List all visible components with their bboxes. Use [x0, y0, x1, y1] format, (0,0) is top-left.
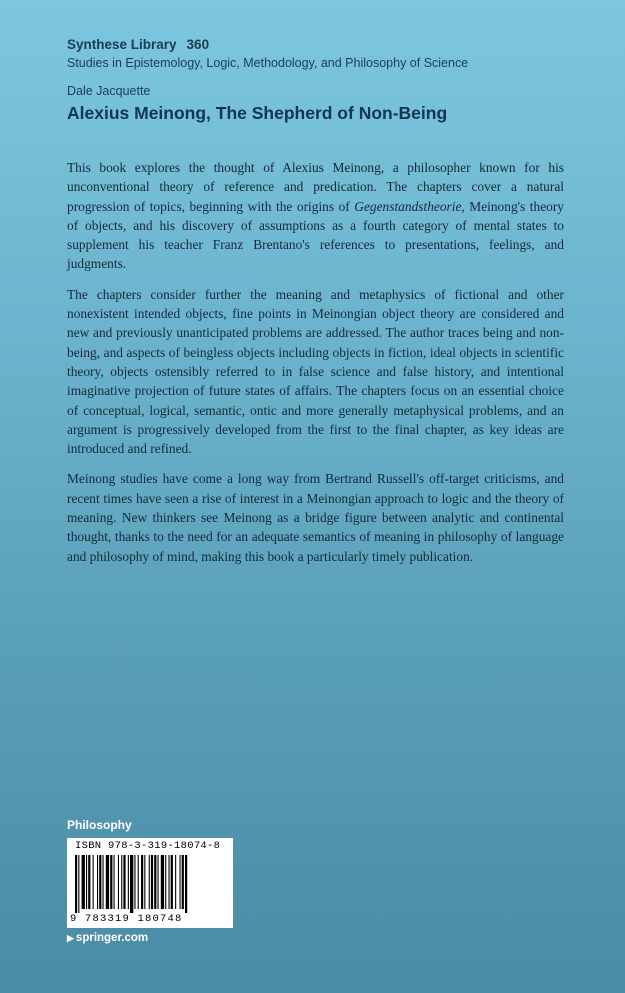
barcode-bars	[75, 855, 225, 913]
barcode-bar	[88, 855, 90, 909]
series-name-line	[67, 36, 468, 54]
barcode-bar	[171, 855, 173, 909]
barcode-bar	[138, 855, 139, 909]
isbn-label: ISBN 978-3-319-18074-8	[75, 840, 221, 852]
barcode-bar	[106, 855, 109, 909]
barcode-bar	[165, 855, 166, 909]
barcode-bar	[123, 855, 125, 909]
barcode-bar	[78, 855, 79, 913]
barcode-bar	[110, 855, 112, 909]
barcode-bar	[128, 855, 129, 909]
barcode-bar	[149, 855, 150, 909]
barcode-bar	[134, 855, 135, 909]
barcode-bar	[93, 855, 94, 909]
barcode-bar	[144, 855, 145, 909]
barcode-digits: 9 783319 180748	[70, 913, 183, 925]
publisher-link[interactable]	[67, 932, 148, 944]
barcode-bar	[121, 855, 122, 909]
barcode-bar	[97, 855, 98, 909]
barcode-bar	[82, 855, 85, 909]
barcode-bar	[86, 855, 87, 909]
barcode-bar	[169, 855, 170, 909]
series-header	[67, 36, 468, 73]
barcode-bar	[99, 855, 101, 909]
book-title: Alexius Meinong, The Shepherd of Non-Being	[67, 103, 448, 123]
blurb-paragraph-2: The chapters consider further the meaning and metaphysics of fictional and other nonexistent intended objects, fine points in Meinongian object theory are considered and new and previously unanticipated problems are addressed. The author traces being and non-being, and aspects of beingless objects including objects in fiction, ideal objects in scientific theory, objects ostensibly referred to in false science and false history, and intentional imaginative projection of future states of affairs. The chapters focus on an essential choice of conceptual, logical, semantic, ontic and more generally metaphysical problems, and an argument is progressively developed from the first to the final chapter, as key ideas are introduced and refined.	[67, 286, 564, 457]
subject-category: Philosophy	[67, 818, 132, 832]
blurb-paragraph-3: Meinong studies have come a long way from Bertrand Russell's off-target criticisms, and recent times have seen a rise of interest in a Meinongian approach to logic and the theory of meaning. New thinkers see Meinong as a bridge figure between analytic and continental thought, thanks to the need for an adequate semantics of meaning in philosophy of language and philosophy of mind, making this book a particularly timely publication.	[67, 471, 564, 564]
series-number: 360	[186, 37, 210, 52]
barcode-bar	[75, 855, 77, 913]
barcode-bar	[180, 855, 181, 909]
author-name: Dale Jacquette	[67, 84, 151, 98]
back-cover-blurb	[67, 158, 564, 577]
barcode-bar	[130, 855, 133, 913]
blurb-paragraph-1: This book explores the thought of Alexius Meinong, a philosopher known for his unconventional theory of reference and predication. The chapters cover a natural progression of topics, beginning with the origins of Gegenstandstheorie, Meinong's theory of objects, and his discovery of assumptions as a fourth category of mental states to supplement his teacher Franz Brentano's references to presentations, feelings, and judgments.	[67, 160, 564, 272]
arrow-icon: ▶	[67, 933, 74, 943]
barcode-bar	[114, 855, 115, 909]
barcode-bar	[161, 855, 164, 909]
series-subtitle: Studies in Epistemology, Logic, Methodology, and Philosophy of Science	[67, 56, 469, 70]
barcode-bar	[182, 855, 184, 909]
barcode-bar	[154, 855, 156, 909]
barcode-bar	[118, 855, 119, 909]
barcode-bar	[103, 855, 104, 909]
publisher-url: springer.com	[75, 932, 149, 944]
barcode-bar	[151, 855, 153, 909]
barcode-bar	[141, 855, 143, 909]
isbn-barcode	[67, 838, 233, 928]
series-name: Synthese Library	[67, 37, 177, 52]
barcode-bar	[185, 855, 187, 913]
barcode-bar	[158, 855, 159, 909]
barcode-bar	[175, 855, 176, 909]
